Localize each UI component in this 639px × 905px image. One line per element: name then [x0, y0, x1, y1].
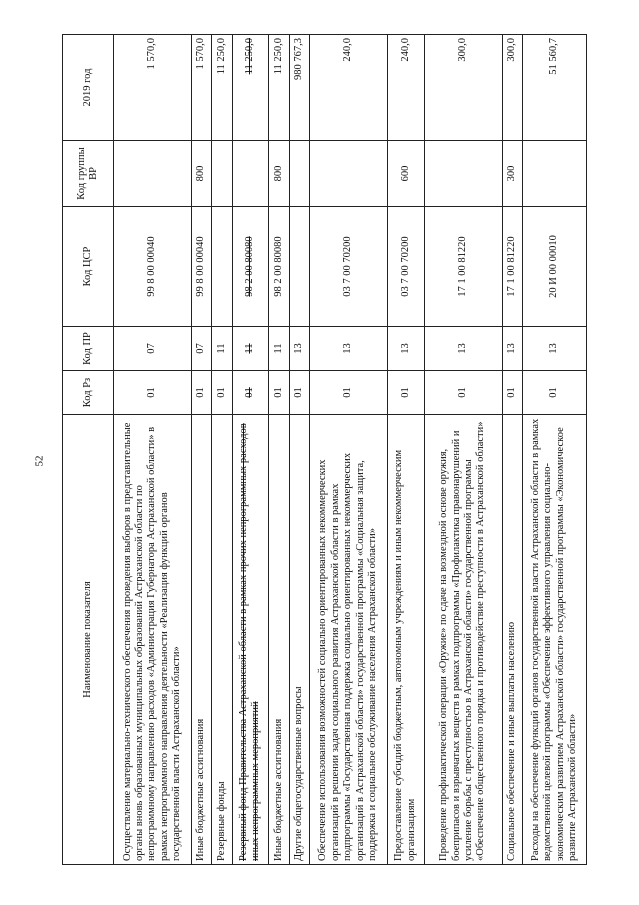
- table-row: [387, 35, 424, 865]
- table-row: [502, 35, 522, 865]
- row-pr: 13: [289, 327, 309, 371]
- header-pr: Код ПР: [63, 327, 114, 371]
- row-csr: 98 2 00 80080: [232, 207, 269, 327]
- row-amount: 300,0: [424, 35, 502, 141]
- row-vr: 600: [387, 141, 424, 207]
- row-pr: 13: [387, 327, 424, 371]
- row-amount: 240,0: [387, 35, 424, 141]
- table-row: [232, 35, 269, 865]
- row-vr: 300: [502, 141, 522, 207]
- row-amount: 240,0: [309, 35, 387, 141]
- row-csr: 03 7 00 70200: [387, 207, 424, 327]
- row-name: Резервный фонд Правительства Астраханской области в рамках прочих непрограммных расходов иных непрограммных мероприятий: [232, 415, 269, 865]
- table-row: [523, 35, 587, 865]
- row-name: Социальное обеспечение и иные выплаты населению: [502, 415, 522, 865]
- row-vr: [424, 141, 502, 207]
- table-row: [424, 35, 502, 865]
- table-row: [289, 35, 309, 865]
- row-rz: 01: [269, 371, 289, 415]
- row-pr: 11: [269, 327, 289, 371]
- table-row: [212, 35, 232, 865]
- table-row: [192, 35, 212, 865]
- header-name: Наименование показателя: [63, 415, 114, 865]
- table-row: [309, 35, 387, 865]
- row-vr: [523, 141, 587, 207]
- row-csr: 20 И 00 00010: [523, 207, 587, 327]
- row-rz: 01: [523, 371, 587, 415]
- row-name: Предоставление субсидий бюджетным, автономным учреждениям и иным некоммерческим организациям: [387, 415, 424, 865]
- row-name: Резервные фонды: [212, 415, 232, 865]
- row-csr: [289, 207, 309, 327]
- row-rz: 01: [192, 371, 212, 415]
- row-pr: 13: [424, 327, 502, 371]
- row-vr: [309, 141, 387, 207]
- row-amount: 11 250,0: [212, 35, 232, 141]
- row-csr: 03 7 00 70200: [309, 207, 387, 327]
- row-rz: 01: [424, 371, 502, 415]
- row-rz: 01: [387, 371, 424, 415]
- row-name: Осуществление материально-технического обеспечения проведения выборов в представительные органы вновь образованных муниципальных образований Астраханской области по непрограммному направлению расходов «Администрация Губернатора Астраханской области» в рамках непрограммного направления деятельности «Реализация функций органов государственной власти Астраханской области»: [114, 415, 192, 865]
- row-vr: [232, 141, 269, 207]
- row-amount: 1 570,0: [114, 35, 192, 141]
- table-row: [114, 35, 192, 865]
- row-csr: 98 2 00 80080: [269, 207, 289, 327]
- row-amount: 1 570,0: [192, 35, 212, 141]
- row-pr: 07: [192, 327, 212, 371]
- budget-table-sheet: [62, 35, 587, 865]
- row-rz: 01: [212, 371, 232, 415]
- row-rz: 01: [114, 371, 192, 415]
- row-csr: 17 1 00 81220: [502, 207, 522, 327]
- budget-table: [62, 34, 587, 865]
- row-vr: [212, 141, 232, 207]
- row-csr: 99 8 00 00040: [114, 207, 192, 327]
- row-csr: 17 1 00 81220: [424, 207, 502, 327]
- row-csr: 99 8 00 00040: [192, 207, 212, 327]
- row-amount: 11 250,0: [269, 35, 289, 141]
- row-rz: 01: [502, 371, 522, 415]
- row-rz: 01: [232, 371, 269, 415]
- header-csr: Код ЦСР: [63, 207, 114, 327]
- row-amount: 51 560,7: [523, 35, 587, 141]
- row-vr: [114, 141, 192, 207]
- row-pr: 13: [309, 327, 387, 371]
- row-pr: 13: [523, 327, 587, 371]
- header-vr: Код группы ВР: [63, 141, 114, 207]
- row-name: Проведение профилактической операции «Оружие» по сдаче на возмездной основе оружия, боеприпасов и взрывчатых веществ в рамках подпрограммы «Профилактика правонарушений и усиление борьбы с преступностью в Астраханской области» государственной программы «Обеспечение общественного порядка и противодействие преступности в Астраханской области»: [424, 415, 502, 865]
- row-amount: 11 250,0: [232, 35, 269, 141]
- row-pr: 11: [232, 327, 269, 371]
- row-name: Иные бюджетные ассигнования: [192, 415, 212, 865]
- row-pr: 13: [502, 327, 522, 371]
- row-amount: 980 767,3: [289, 35, 309, 141]
- header-year: 2019 год: [63, 35, 114, 141]
- row-csr: [212, 207, 232, 327]
- header-rz: Код Рз: [63, 371, 114, 415]
- row-name: Другие общегосударственные вопросы: [289, 415, 309, 865]
- table-row: [269, 35, 289, 865]
- page-number: 52: [33, 455, 46, 467]
- row-vr: [289, 141, 309, 207]
- row-name: Расходы на обеспечение функций органов государственной власти Астраханской области в рамках ведомственной целевой программы «Обеспечение эффективного управления социально-экономическим развитием Астраханской области» государственной программы «Экономическое развитие Астраханской области»: [523, 415, 587, 865]
- table-header-row: [63, 35, 114, 865]
- row-pr: 11: [212, 327, 232, 371]
- row-rz: 01: [309, 371, 387, 415]
- row-vr: 800: [269, 141, 289, 207]
- row-vr: 800: [192, 141, 212, 207]
- row-rz: 01: [289, 371, 309, 415]
- row-amount: 300,0: [502, 35, 522, 141]
- row-name: Обеспечение использования возможностей социально ориентированных некоммерческих организаций в решении задач социального развития Астраханской области в рамках подпрограммы «Государственная поддержка социально ориентированных некоммерческих организаций в Астраханской области» государственной программы «Социальная защита, поддержка и социальное обслуживание населения Астраханской области»: [309, 415, 387, 865]
- row-pr: 07: [114, 327, 192, 371]
- row-name: Иные бюджетные ассигнования: [269, 415, 289, 865]
